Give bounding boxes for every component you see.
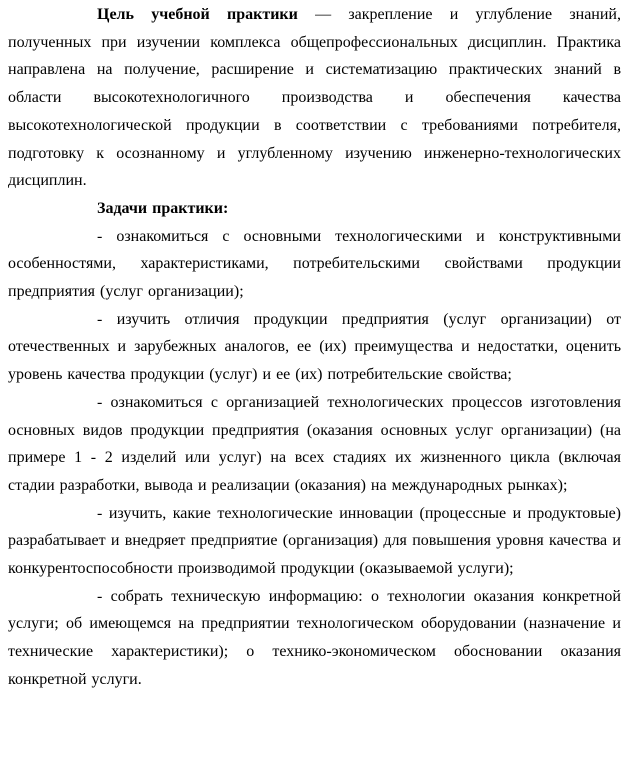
paragraph-task-1	[8, 223, 621, 306]
paragraph-task-2	[8, 306, 621, 389]
paragraph-task-5-body: - собрать техническую информацию: о технологии оказания конкретной услуги; об имеющемся на предприятии технологическом оборудовании (назначение и технические характеристики); о технико-экономическом обосновании оказания конкретной услуги.	[8, 587, 621, 688]
paragraph-task-1-body: - ознакомиться с основными технологическими и конструктивными особенностями, характеристиками, потребительскими свойствами продукции предприятия (услуг организации);	[8, 227, 621, 301]
paragraph-task-4	[8, 500, 621, 583]
paragraph-goal	[8, 1, 621, 195]
paragraph-goal-lead: Цель учебной практики	[97, 6, 298, 23]
paragraph-task-5	[8, 583, 621, 694]
paragraph-task-4-body: - изучить, какие технологические инновации (процессные и продуктовые) разрабатывает и внедряет предприятие (организация) для повышения уровня качества и конкурентоспособности производимой продукции (оказываемой услуги);	[8, 504, 621, 578]
paragraph-task-2-body: - изучить отличия продукции предприятия (услуг организации) от отечественных и зарубежных аналогов, ее (их) преимущества и недостатки, оценить уровень качества продукции (услуг) и ее (их) потребительские свойства;	[8, 310, 621, 384]
paragraph-tasks-heading-lead: Задачи практики:	[97, 199, 229, 217]
paragraph-task-3	[8, 389, 621, 500]
paragraph-tasks-heading	[8, 195, 621, 223]
paragraph-task-3-body: - ознакомиться с организацией технологических процессов изготовления основных видов продукции предприятия (оказания основных услуг организации) (на примере 1 - 2 изделий или услуг) на всех стадиях их жизненного цикла (включая стадии разработки, вывода и реализации (оказания) на международных рынках);	[8, 393, 621, 494]
paragraph-goal-body: — закрепление и углубление знаний, полученных при изучении комплекса общепрофессиональных дисциплин. Практика направлена на получение, расширение и систематизацию практических знаний в области высокотехнологичного производства и обеспечения качества высокотехнологической продукции в соответствии с требованиями потребителя, подготовку к осознанному и углубленному изучению инженерно-технологических дисциплин.	[8, 6, 621, 190]
